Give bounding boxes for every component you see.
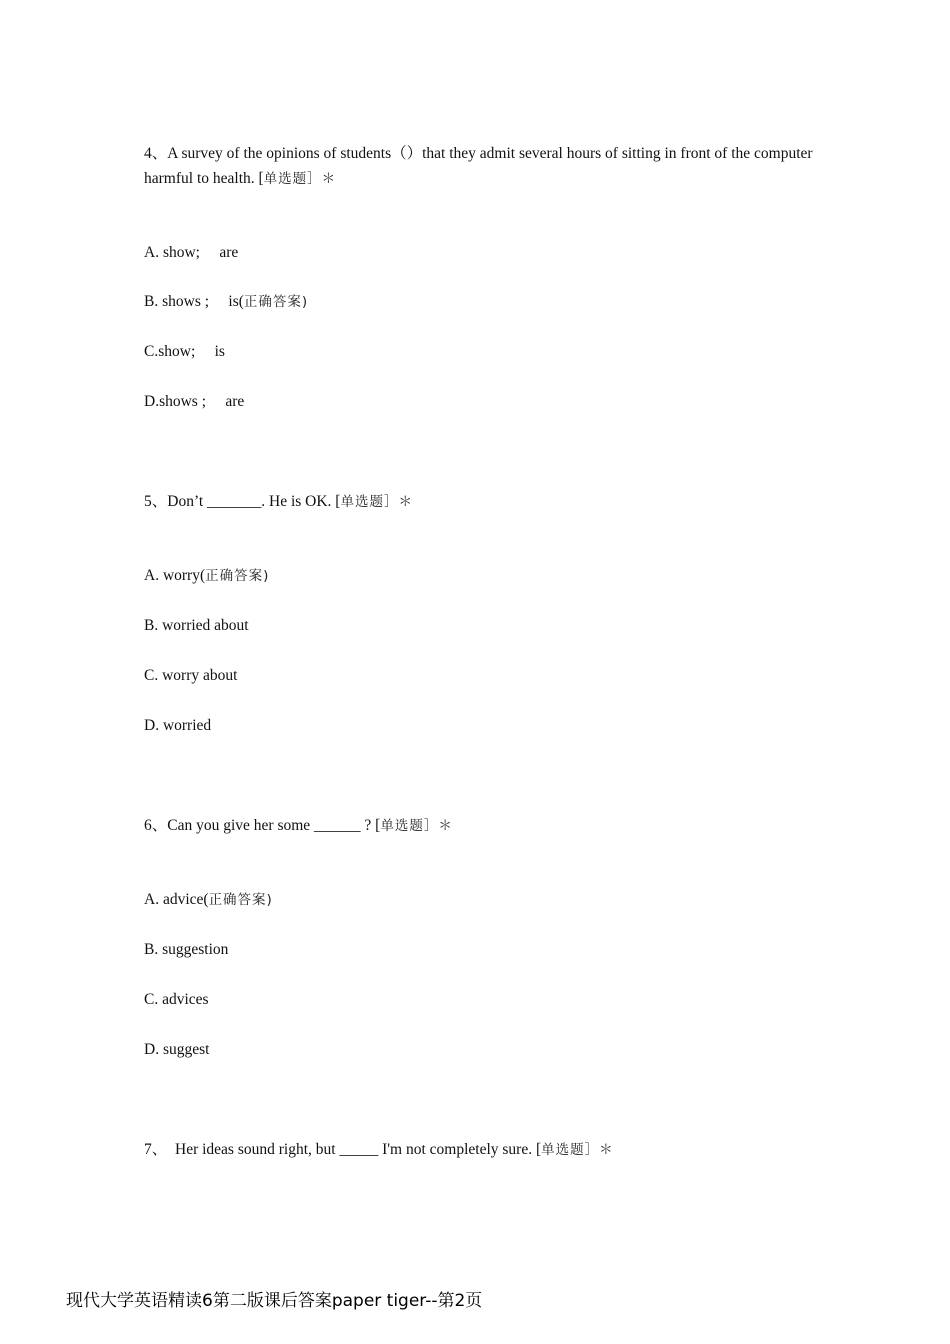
question-5-option-c: C. worry about	[144, 667, 238, 684]
question-4-option-a: A. show; are	[144, 244, 239, 261]
question-type-tag: 单选题］＊	[380, 818, 453, 834]
question-5-option-d: D. worried	[144, 717, 212, 734]
page-footer: 现代大学英语精读6第二版课后答案paper tiger--第2页	[66, 1291, 483, 1311]
question-6-option-a: A. advice(正确答案)	[144, 891, 273, 908]
question-5-option-a: A. worry(正确答案)	[144, 567, 270, 584]
question-5-option-b: B. worried about	[144, 617, 249, 634]
question-4-option-c: C.show; is	[144, 343, 225, 360]
question-7	[144, 1137, 824, 1163]
question-stem: 5、Don’t _______. He is OK. [	[144, 493, 341, 510]
question-type-tag: 单选题］＊	[263, 171, 337, 187]
question-stem: 7、 Her ideas sound right, but _____ I'm not completely sure. [	[144, 1141, 542, 1158]
question-6	[144, 813, 824, 839]
question-type-tag: 单选题］＊	[541, 1142, 614, 1158]
question-4	[144, 141, 824, 192]
question-4-option-b: B. shows ; is(正确答案)	[144, 293, 309, 310]
question-stem: 4、A survey of the opinions of students（）that they admit several hours of sitting in front of the computer harmful to health. [	[144, 145, 813, 187]
question-6-option-d: D. suggest	[144, 1041, 210, 1058]
correct-answer-mark: 正确答案)	[243, 294, 309, 310]
question-stem: 6、Can you give her some ______ ? [	[144, 817, 381, 834]
correct-answer-mark: 正确答案)	[208, 892, 273, 908]
question-6-option-b: B. suggestion	[144, 941, 229, 958]
question-type-tag: 单选题］＊	[340, 494, 413, 510]
question-6-option-c: C. advices	[144, 991, 209, 1008]
question-4-option-d: D.shows ; are	[144, 393, 245, 410]
correct-answer-mark: 正确答案)	[205, 568, 270, 584]
question-5	[144, 489, 824, 515]
